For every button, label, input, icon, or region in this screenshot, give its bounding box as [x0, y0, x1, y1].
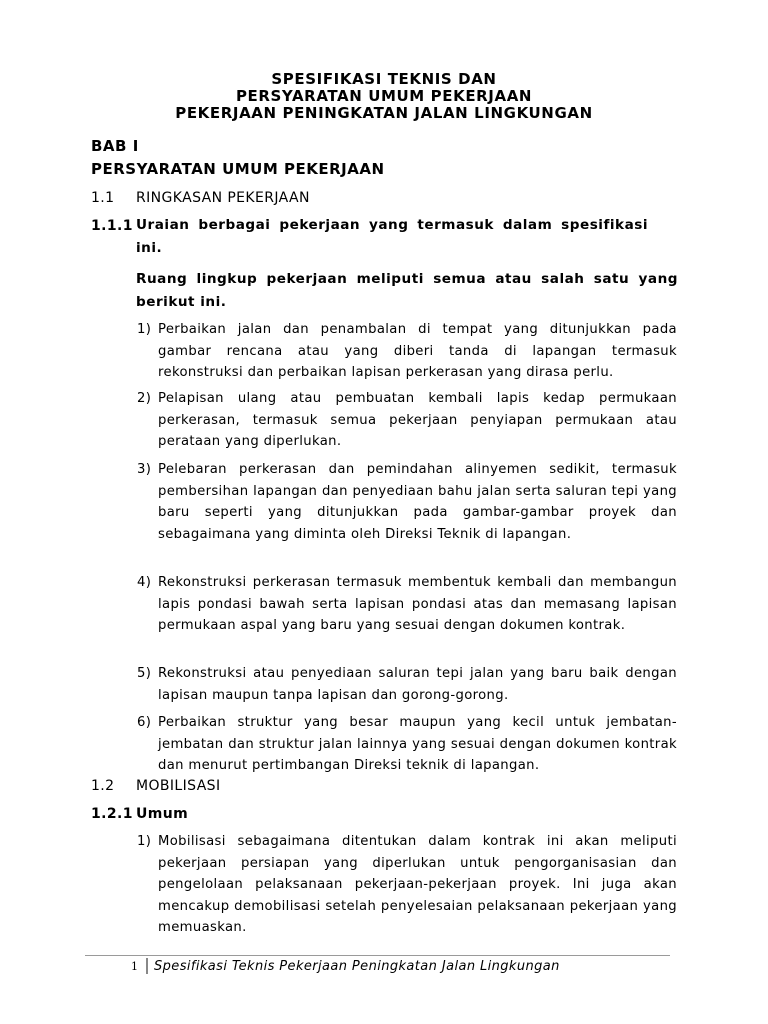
list-item	[137, 572, 677, 637]
section-title: MOBILISASI	[136, 778, 221, 794]
list-item-number: 5)	[137, 666, 152, 681]
list-item	[137, 831, 677, 939]
scope-intro-paragraph: Ruang lingkup pekerjaan meliputi semua atau salah satu yang berikut ini.	[136, 271, 678, 310]
list-item-text: Pelapisan ulang atau pembuatan kembali lapis kedap permukaan perkerasan, termasuk semua pekerjaan penyiapan permukaan atau perataan yang diperlukan.	[158, 391, 677, 449]
section-title: RINGKASAN PEKERJAAN	[136, 190, 310, 206]
list-item-number: 6)	[137, 715, 152, 730]
subsection-number: 1.2.1	[91, 806, 133, 822]
list-item-text: Pelebaran perkerasan dan pemindahan alinyemen sedikit, termasuk pembersihan lapangan dan penyediaan bahu jalan serta saluran tepi yang baru seperti yang ditunjukkan pada gambar-gambar proyek dan sebagaimana yang diminta oleh Direksi Teknik di lapangan.	[158, 462, 677, 542]
footer-divider	[85, 955, 670, 956]
list-item-number: 4)	[137, 575, 152, 590]
subsection-number: 1.1.1	[91, 218, 133, 234]
list-item-number: 1)	[137, 834, 152, 849]
chapter-label: BAB I	[91, 137, 139, 155]
section-1-2-heading	[91, 778, 221, 794]
footer-text: Spesifikasi Teknis Pekerjaan Peningkatan Jalan Lingkungan	[154, 958, 560, 974]
list-item-number: 2)	[137, 391, 152, 406]
list-item	[137, 319, 677, 384]
list-item-text: Rekonstruksi atau penyediaan saluran tepi jalan yang baru baik dengan lapisan maupun tanpa lapisan dan gorong-gorong.	[158, 666, 677, 703]
document-title-line-1: SPESIFIKASI TEKNIS DAN	[271, 70, 497, 88]
list-item	[137, 459, 677, 545]
list-item-text: Perbaikan jalan dan penambalan di tempat yang ditunjukkan pada gambar rencana atau yang diberi tanda di lapangan termasuk rekonstruksi dan perbaikan lapisan perkerasan yang dirasa perlu.	[158, 322, 677, 380]
section-1-2-1-heading	[91, 806, 188, 822]
list-item	[137, 712, 677, 777]
list-item-number: 3)	[137, 462, 152, 477]
subsection-1-1-1-title: Uraian berbagai pekerjaan yang termasuk dalam spesifikasi ini.	[136, 217, 648, 256]
section-1-1-heading	[91, 190, 310, 206]
list-item-text: Mobilisasi sebagaimana ditentukan dalam kontrak ini akan meliputi pekerjaan persiapan yang diperlukan untuk pengorganisasian dan pengelolaan pelaksanaan pekerjaan-pekerjaan proyek. Ini juga akan mencakup demobilisasi setelah penyelesaian pelaksanaan pekerjaan yang memuaskan.	[158, 834, 677, 935]
page-footer	[131, 958, 560, 974]
list-item	[137, 663, 677, 706]
list-item-text: Perbaikan struktur yang besar maupun yang kecil untuk jembatan-jembatan dan struktur jalan lainnya yang sesuai dengan dokumen kontrak dan menurut pertimbangan Direksi teknik di lapangan.	[158, 715, 677, 773]
page-number: 1	[131, 959, 138, 973]
section-number: 1.2	[91, 778, 115, 794]
list-item-number: 1)	[137, 322, 152, 337]
document-title-line-3: PEKERJAAN PENINGKATAN JALAN LINGKUNGAN	[175, 104, 593, 122]
chapter-title: PERSYARATAN UMUM PEKERJAAN	[91, 160, 385, 178]
section-number: 1.1	[91, 190, 115, 206]
list-item-text: Rekonstruksi perkerasan termasuk membentuk kembali dan membangun lapis pondasi bawah serta lapisan pondasi atas dan memasang lapisan permukaan aspal yang baru yang sesuai dengan dokumen kontrak.	[158, 575, 677, 633]
section-1-1-1-number	[91, 218, 133, 234]
footer-separator-bar	[146, 958, 148, 974]
list-item	[137, 388, 677, 453]
document-title-line-2: PERSYARATAN UMUM PEKERJAAN	[235, 87, 533, 105]
subsection-title: Umum	[136, 806, 189, 822]
